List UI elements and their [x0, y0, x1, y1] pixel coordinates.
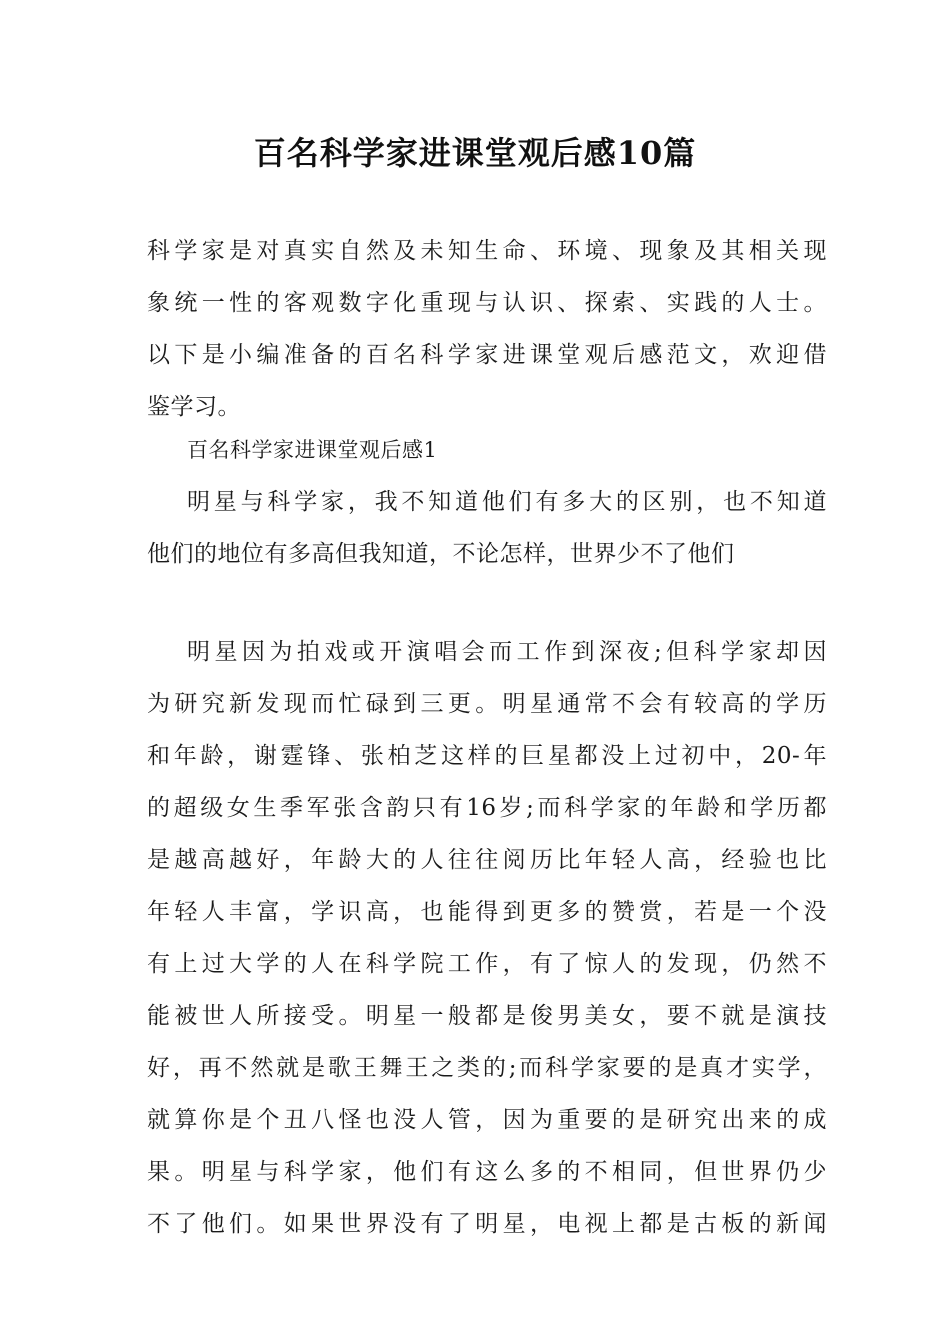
- text-line: 明星因为拍戏或开演唱会而工作到深夜;但科学家却因: [187, 639, 827, 665]
- text-line: 年轻人丰富，学识高，也能得到更多的赞赏，若是一个没: [147, 899, 827, 925]
- text-line: 象统一性的客观数字化重现与认识、探索、实践的人士。: [147, 290, 827, 316]
- text-line: 就算你是个丑八怪也没人管，因为重要的是研究出来的成: [147, 1107, 827, 1133]
- text-line: 的超级女生季军张含韵只有16岁;而科学家的年龄和学历都: [147, 795, 827, 821]
- text-line: 能被世人所接受。明星一般都是俊男美女，要不就是演技: [147, 1003, 827, 1029]
- text-line: 不了他们。如果世界没有了明星，电视上都是古板的新闻: [147, 1211, 827, 1237]
- text-line: 明星与科学家，我不知道他们有多大的区别，也不知道: [187, 489, 827, 515]
- paragraph-2: [147, 626, 827, 1250]
- section-1: [147, 424, 827, 580]
- document-title: 百名科学家进课堂观后感10篇: [253, 134, 697, 172]
- text-line: 他们的地位有多高但我知道，不论怎样，世界少不了他们: [147, 541, 735, 567]
- text-line: 有上过大学的人在科学院工作，有了惊人的发现，仍然不: [147, 951, 827, 977]
- text-line: 科学家是对真实自然及未知生命、环境、现象及其相关现: [147, 238, 827, 264]
- text-line: 为研究新发现而忙碌到三更。明星通常不会有较高的学历: [147, 691, 827, 717]
- text-line: 和年龄，谢霆锋、张柏芝这样的巨星都没上过初中，20-年: [147, 743, 827, 769]
- text-line: 以下是小编准备的百名科学家进课堂观后感范文，欢迎借: [147, 342, 827, 368]
- text-line: 鉴学习。: [147, 394, 241, 420]
- text-line: 好，再不然就是歌王舞王之类的;而科学家要的是真才实学，: [147, 1055, 827, 1081]
- section-heading: 百名科学家进课堂观后感1: [187, 438, 438, 462]
- intro-paragraph: [147, 225, 827, 433]
- text-line: 是越高越好，年龄大的人往往阅历比年轻人高，经验也比: [147, 847, 827, 873]
- text-line: 果。明星与科学家，他们有这么多的不相同，但世界仍少: [147, 1159, 827, 1185]
